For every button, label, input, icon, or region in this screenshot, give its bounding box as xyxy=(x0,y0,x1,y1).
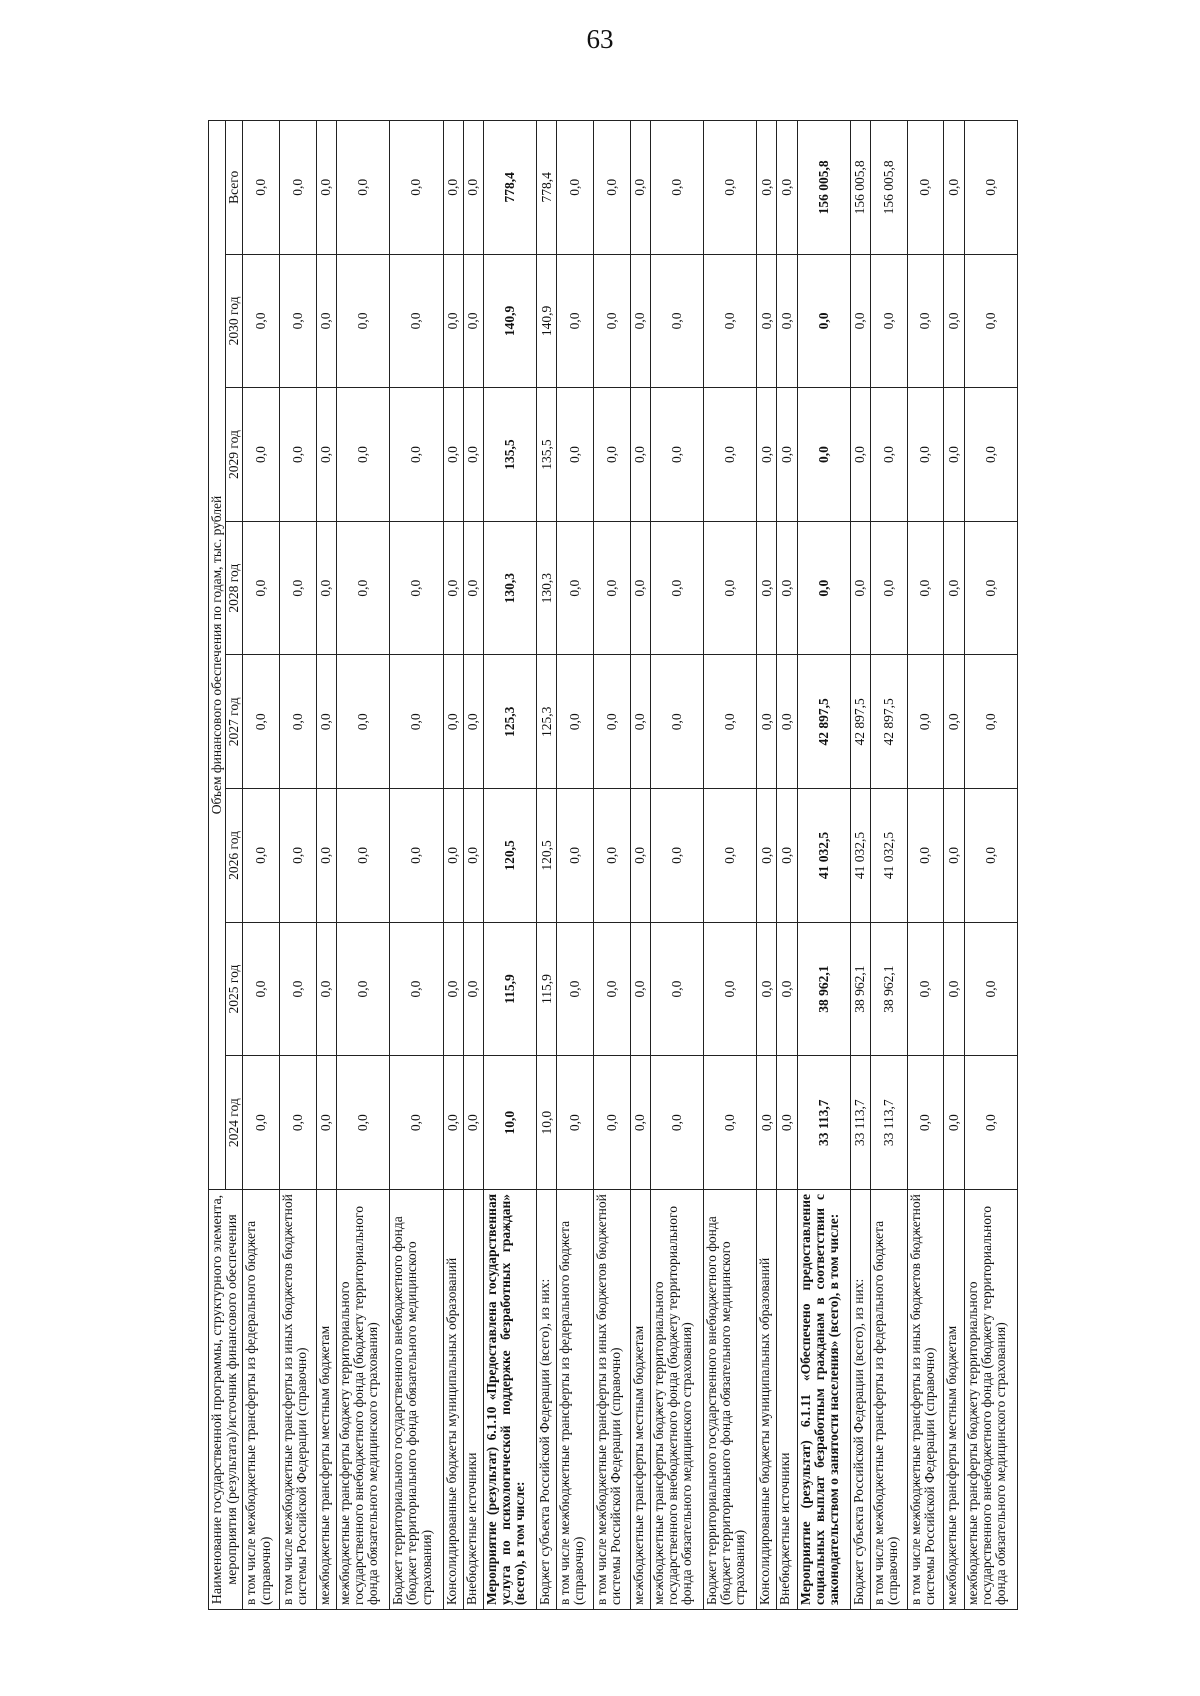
table-cell-value: 0,0 xyxy=(243,254,280,388)
table-cell-value: 0,0 xyxy=(243,1056,280,1190)
table-cell-value: 135,5 xyxy=(483,388,536,522)
row-label: межбюджетные трансферты местным бюджетам xyxy=(630,1190,650,1610)
table-cell-value: 0,0 xyxy=(390,655,443,789)
row-label: Внебюджетные источники xyxy=(463,1190,483,1610)
page-number: 63 xyxy=(586,24,614,54)
table-cell-value: 0,0 xyxy=(777,922,797,1056)
table-cell-value: 0,0 xyxy=(650,254,703,388)
column-header-year: 2025 год xyxy=(226,922,243,1056)
table-cell-value: 0,0 xyxy=(907,388,944,522)
table-cell-value: 0,0 xyxy=(630,254,650,388)
table-row xyxy=(630,121,650,1610)
table-cell-value: 0,0 xyxy=(336,254,389,388)
table-row xyxy=(463,121,483,1610)
table-cell-value: 0,0 xyxy=(907,922,944,1056)
table-cell-value: 33 113,7 xyxy=(870,1056,907,1190)
table-row xyxy=(537,121,557,1610)
table-cell-value: 156 005,8 xyxy=(870,121,907,255)
table-cell-value: 10,0 xyxy=(483,1056,536,1190)
column-header-year: 2024 год xyxy=(226,1056,243,1190)
table-cell-value: 0,0 xyxy=(797,388,850,522)
table-cell-value: 0,0 xyxy=(704,1056,757,1190)
table-cell-value: 0,0 xyxy=(870,254,907,388)
table-cell-value: 0,0 xyxy=(944,121,964,255)
table-row xyxy=(944,121,964,1610)
table-cell-value: 0,0 xyxy=(757,521,777,655)
table-cell-value: 0,0 xyxy=(777,254,797,388)
table-cell-value: 0,0 xyxy=(850,254,870,388)
table-cell-value: 0,0 xyxy=(650,121,703,255)
column-header-year: Всего xyxy=(226,121,243,255)
table-cell-value: 0,0 xyxy=(777,789,797,923)
row-label: Внебюджетные источники xyxy=(777,1190,797,1610)
table-cell-value: 0,0 xyxy=(757,789,777,923)
table-cell-value: 0,0 xyxy=(463,254,483,388)
table-cell-value: 0,0 xyxy=(964,789,1017,923)
table-cell-value: 0,0 xyxy=(557,254,594,388)
financing-table xyxy=(208,120,1018,1610)
row-label: Мероприятие (результат) 6.1.11 «Обеспечено предоставление социальных выплат безработным гражданам в соответствии с законодательством о занятости населения» (всего), в том числе: xyxy=(797,1190,850,1610)
table-cell-value: 0,0 xyxy=(316,388,336,522)
rotated-table-container xyxy=(208,120,1018,1610)
table-cell-value: 0,0 xyxy=(777,121,797,255)
table-cell-value: 0,0 xyxy=(593,789,630,923)
table-cell-value: 0,0 xyxy=(390,254,443,388)
table-cell-value: 0,0 xyxy=(797,254,850,388)
table-cell-value: 33 113,7 xyxy=(797,1056,850,1190)
table-cell-value: 0,0 xyxy=(390,1056,443,1190)
table-cell-value: 0,0 xyxy=(557,655,594,789)
table-cell-value: 0,0 xyxy=(463,655,483,789)
table-row xyxy=(443,121,463,1610)
table-cell-value: 0,0 xyxy=(907,1056,944,1190)
table-cell-value: 0,0 xyxy=(944,789,964,923)
table-cell-value: 0,0 xyxy=(630,121,650,255)
table-cell-value: 156 005,8 xyxy=(797,121,850,255)
table-row xyxy=(964,121,1017,1610)
table-cell-value: 0,0 xyxy=(316,121,336,255)
row-label: межбюджетные трансферты местным бюджетам xyxy=(316,1190,336,1610)
table-cell-value: 0,0 xyxy=(704,789,757,923)
table-cell-value: 130,3 xyxy=(537,521,557,655)
table-row xyxy=(593,121,630,1610)
table-cell-value: 0,0 xyxy=(593,121,630,255)
row-label: межбюджетные трансферты бюджету территориального государственного внебюджетного фонда (бюджету территориального фонда обязательного медицинского страхования) xyxy=(650,1190,703,1610)
table-row xyxy=(390,121,443,1610)
table-row xyxy=(336,121,389,1610)
table-cell-value: 0,0 xyxy=(704,521,757,655)
table-cell-value: 130,3 xyxy=(483,521,536,655)
table-cell-value: 0,0 xyxy=(777,388,797,522)
table-cell-value: 0,0 xyxy=(757,655,777,789)
table-cell-value: 42 897,5 xyxy=(850,655,870,789)
table-row xyxy=(557,121,594,1610)
table-cell-value: 0,0 xyxy=(870,521,907,655)
table-cell-value: 0,0 xyxy=(944,388,964,522)
table-cell-value: 156 005,8 xyxy=(850,121,870,255)
table-cell-value: 0,0 xyxy=(557,388,594,522)
table-row xyxy=(907,121,944,1610)
table-cell-value: 0,0 xyxy=(964,254,1017,388)
table-row-measure xyxy=(483,121,536,1610)
table-cell-value: 0,0 xyxy=(964,521,1017,655)
table-cell-value: 0,0 xyxy=(650,1056,703,1190)
table-cell-value: 0,0 xyxy=(463,1056,483,1190)
table-cell-value: 0,0 xyxy=(280,121,317,255)
table-cell-value: 0,0 xyxy=(964,1056,1017,1190)
table-cell-value: 778,4 xyxy=(483,121,536,255)
row-label: в том числе межбюджетные трансферты из федерального бюджета (справочно) xyxy=(870,1190,907,1610)
table-cell-value: 0,0 xyxy=(704,922,757,1056)
table-cell-value: 0,0 xyxy=(650,388,703,522)
table-cell-value: 0,0 xyxy=(870,388,907,522)
table-cell-value: 0,0 xyxy=(390,922,443,1056)
table-cell-value: 0,0 xyxy=(463,521,483,655)
table-cell-value: 0,0 xyxy=(316,655,336,789)
table-row xyxy=(280,121,317,1610)
table-cell-value: 0,0 xyxy=(650,922,703,1056)
table-cell-value: 0,0 xyxy=(630,789,650,923)
table-cell-value: 125,3 xyxy=(537,655,557,789)
row-label: в том числе межбюджетные трансферты из федерального бюджета (справочно) xyxy=(243,1190,280,1610)
table-cell-value: 0,0 xyxy=(463,789,483,923)
table-row xyxy=(757,121,777,1610)
table-cell-value: 0,0 xyxy=(443,789,463,923)
table-row xyxy=(850,121,870,1610)
table-cell-value: 38 962,1 xyxy=(870,922,907,1056)
table-cell-value: 0,0 xyxy=(443,254,463,388)
row-label: в том числе межбюджетные трансферты из федерального бюджета (справочно) xyxy=(557,1190,594,1610)
table-cell-value: 0,0 xyxy=(390,121,443,255)
table-cell-value: 0,0 xyxy=(316,521,336,655)
table-cell-value: 0,0 xyxy=(907,121,944,255)
table-row xyxy=(870,121,907,1610)
table-cell-value: 0,0 xyxy=(850,388,870,522)
table-cell-value: 0,0 xyxy=(316,254,336,388)
table-cell-value: 0,0 xyxy=(757,388,777,522)
table-cell-value: 0,0 xyxy=(280,254,317,388)
table-cell-value: 0,0 xyxy=(336,121,389,255)
table-cell-value: 0,0 xyxy=(243,521,280,655)
table-cell-value: 120,5 xyxy=(537,789,557,923)
table-cell-value: 0,0 xyxy=(557,922,594,1056)
table-cell-value: 0,0 xyxy=(557,789,594,923)
table-cell-value: 10,0 xyxy=(537,1056,557,1190)
row-label: межбюджетные трансферты бюджету территориального государственного внебюджетного фонда (бюджету территориального фонда обязательного медицинского страхования) xyxy=(336,1190,389,1610)
table-cell-value: 0,0 xyxy=(443,121,463,255)
table-cell-value: 0,0 xyxy=(944,521,964,655)
table-cell-value: 0,0 xyxy=(336,521,389,655)
row-label: Бюджет субъекта Российской Федерации (всего), из них: xyxy=(850,1190,870,1610)
table-cell-value: 140,9 xyxy=(537,254,557,388)
table-cell-value: 778,4 xyxy=(537,121,557,255)
table-cell-value: 0,0 xyxy=(593,254,630,388)
table-cell-value: 0,0 xyxy=(964,922,1017,1056)
table-cell-value: 0,0 xyxy=(630,521,650,655)
table-cell-value: 115,9 xyxy=(483,922,536,1056)
table-cell-value: 0,0 xyxy=(390,521,443,655)
table-cell-value: 0,0 xyxy=(704,388,757,522)
table-cell-value: 0,0 xyxy=(777,521,797,655)
table-cell-value: 0,0 xyxy=(280,1056,317,1190)
table-cell-value: 0,0 xyxy=(704,655,757,789)
table-cell-value: 0,0 xyxy=(316,789,336,923)
table-cell-value: 0,0 xyxy=(316,1056,336,1190)
table-cell-value: 38 962,1 xyxy=(850,922,870,1056)
row-label: межбюджетные трансферты местным бюджетам xyxy=(944,1190,964,1610)
table-cell-value: 0,0 xyxy=(650,655,703,789)
table-cell-value: 0,0 xyxy=(557,521,594,655)
table-cell-value: 0,0 xyxy=(557,121,594,255)
table-cell-value: 0,0 xyxy=(757,1056,777,1190)
table-cell-value: 0,0 xyxy=(557,1056,594,1190)
table-cell-value: 42 897,5 xyxy=(870,655,907,789)
row-label: в том числе межбюджетные трансферты из иных бюджетов бюджетной системы Российской Федерации (справочно) xyxy=(280,1190,317,1610)
table-cell-value: 0,0 xyxy=(280,521,317,655)
table-cell-value: 0,0 xyxy=(443,922,463,1056)
table-cell-value: 0,0 xyxy=(944,1056,964,1190)
table-cell-value: 0,0 xyxy=(907,521,944,655)
table-row-measure xyxy=(797,121,850,1610)
table-cell-value: 0,0 xyxy=(336,1056,389,1190)
row-label: в том числе межбюджетные трансферты из иных бюджетов бюджетной системы Российской Федерации (справочно) xyxy=(593,1190,630,1610)
column-group-header: Объем финансового обеспечения по годам, тыс. рублей xyxy=(209,121,226,1190)
table-cell-value: 41 032,5 xyxy=(870,789,907,923)
table-cell-value: 0,0 xyxy=(336,789,389,923)
table-cell-value: 0,0 xyxy=(243,922,280,1056)
row-label: Консолидированные бюджеты муниципальных образований xyxy=(757,1190,777,1610)
table-cell-value: 0,0 xyxy=(463,121,483,255)
table-cell-value: 0,0 xyxy=(593,521,630,655)
table-cell-value: 0,0 xyxy=(704,121,757,255)
table-cell-value: 0,0 xyxy=(243,388,280,522)
row-label: Бюджет территориального государственного внебюджетного фонда (бюджет территориального фонда обязательного медицинского страхования) xyxy=(390,1190,443,1610)
table-cell-value: 115,9 xyxy=(537,922,557,1056)
table-cell-value: 0,0 xyxy=(944,922,964,1056)
table-cell-value: 38 962,1 xyxy=(797,922,850,1056)
table-cell-value: 0,0 xyxy=(964,121,1017,255)
table-cell-value: 0,0 xyxy=(797,521,850,655)
table-cell-value: 0,0 xyxy=(280,789,317,923)
row-label: Мероприятие (результат) 6.1.10 «Предоставлена государственная услуга по психологической поддержке безработных граждан» (всего), в том числе: xyxy=(483,1190,536,1610)
header-row-group xyxy=(209,121,226,1610)
row-label: межбюджетные трансферты бюджету территориального государственного внебюджетного фонда (бюджету территориального фонда обязательного медицинского страхования) xyxy=(964,1190,1017,1610)
table-cell-value: 0,0 xyxy=(850,521,870,655)
table-cell-value: 135,5 xyxy=(537,388,557,522)
table-cell-value: 120,5 xyxy=(483,789,536,923)
table-row xyxy=(316,121,336,1610)
table-cell-value: 33 113,7 xyxy=(850,1056,870,1190)
table-cell-value: 0,0 xyxy=(777,1056,797,1190)
table-cell-value: 0,0 xyxy=(704,254,757,388)
table-cell-value: 0,0 xyxy=(630,922,650,1056)
table-cell-value: 0,0 xyxy=(650,521,703,655)
table-cell-value: 0,0 xyxy=(243,789,280,923)
table-cell-value: 0,0 xyxy=(777,655,797,789)
table-cell-value: 0,0 xyxy=(443,655,463,789)
table-cell-value: 0,0 xyxy=(907,655,944,789)
column-header-year: 2026 год xyxy=(226,789,243,923)
table-cell-value: 0,0 xyxy=(243,655,280,789)
row-label: Консолидированные бюджеты муниципальных образований xyxy=(443,1190,463,1610)
table-cell-value: 42 897,5 xyxy=(797,655,850,789)
table-cell-value: 0,0 xyxy=(280,655,317,789)
table-cell-value: 0,0 xyxy=(593,388,630,522)
table-cell-value: 0,0 xyxy=(964,388,1017,522)
table-cell-value: 0,0 xyxy=(757,254,777,388)
table-cell-value: 0,0 xyxy=(443,388,463,522)
table-cell-value: 125,3 xyxy=(483,655,536,789)
table-cell-value: 0,0 xyxy=(280,922,317,1056)
table-cell-value: 0,0 xyxy=(630,1056,650,1190)
column-header-year: 2030 год xyxy=(226,254,243,388)
column-header-name: Наименование государственной программы, структурного элемента, мероприятия (результата)/источник финансового обеспечения xyxy=(209,1190,243,1610)
table-cell-value: 0,0 xyxy=(443,521,463,655)
table-cell-value: 0,0 xyxy=(593,655,630,789)
table-cell-value: 0,0 xyxy=(336,655,389,789)
table-cell-value: 0,0 xyxy=(280,388,317,522)
table-cell-value: 0,0 xyxy=(964,655,1017,789)
table-row xyxy=(704,121,757,1610)
table-cell-value: 0,0 xyxy=(650,789,703,923)
table-cell-value: 0,0 xyxy=(336,388,389,522)
table-cell-value: 0,0 xyxy=(757,121,777,255)
column-header-year: 2027 год xyxy=(226,655,243,789)
table-cell-value: 0,0 xyxy=(630,388,650,522)
table-cell-value: 0,0 xyxy=(907,789,944,923)
table-row xyxy=(243,121,280,1610)
table-cell-value: 0,0 xyxy=(463,922,483,1056)
row-label: в том числе межбюджетные трансферты из иных бюджетов бюджетной системы Российской Федерации (справочно) xyxy=(907,1190,944,1610)
table-cell-value: 0,0 xyxy=(907,254,944,388)
table-cell-value: 0,0 xyxy=(390,388,443,522)
table-body xyxy=(243,121,1018,1610)
table-cell-value: 0,0 xyxy=(593,922,630,1056)
table-cell-value: 0,0 xyxy=(243,121,280,255)
column-header-year: 2028 год xyxy=(226,521,243,655)
table-cell-value: 0,0 xyxy=(593,1056,630,1190)
table-cell-value: 41 032,5 xyxy=(797,789,850,923)
table-cell-value: 0,0 xyxy=(336,922,389,1056)
table-cell-value: 0,0 xyxy=(463,388,483,522)
row-label: Бюджет территориального государственного внебюджетного фонда (бюджет территориального фонда обязательного медицинского страхования) xyxy=(704,1190,757,1610)
table-cell-value: 0,0 xyxy=(944,655,964,789)
column-header-year: 2029 год xyxy=(226,388,243,522)
table-cell-value: 0,0 xyxy=(390,789,443,923)
table-cell-value: 0,0 xyxy=(630,655,650,789)
table-cell-value: 0,0 xyxy=(944,254,964,388)
table-row xyxy=(777,121,797,1610)
table-cell-value: 0,0 xyxy=(757,922,777,1056)
table-cell-value: 0,0 xyxy=(316,922,336,1056)
row-label: Бюджет субъекта Российской Федерации (всего), из них: xyxy=(537,1190,557,1610)
table-cell-value: 140,9 xyxy=(483,254,536,388)
table-cell-value: 41 032,5 xyxy=(850,789,870,923)
table-row xyxy=(650,121,703,1610)
table-cell-value: 0,0 xyxy=(443,1056,463,1190)
